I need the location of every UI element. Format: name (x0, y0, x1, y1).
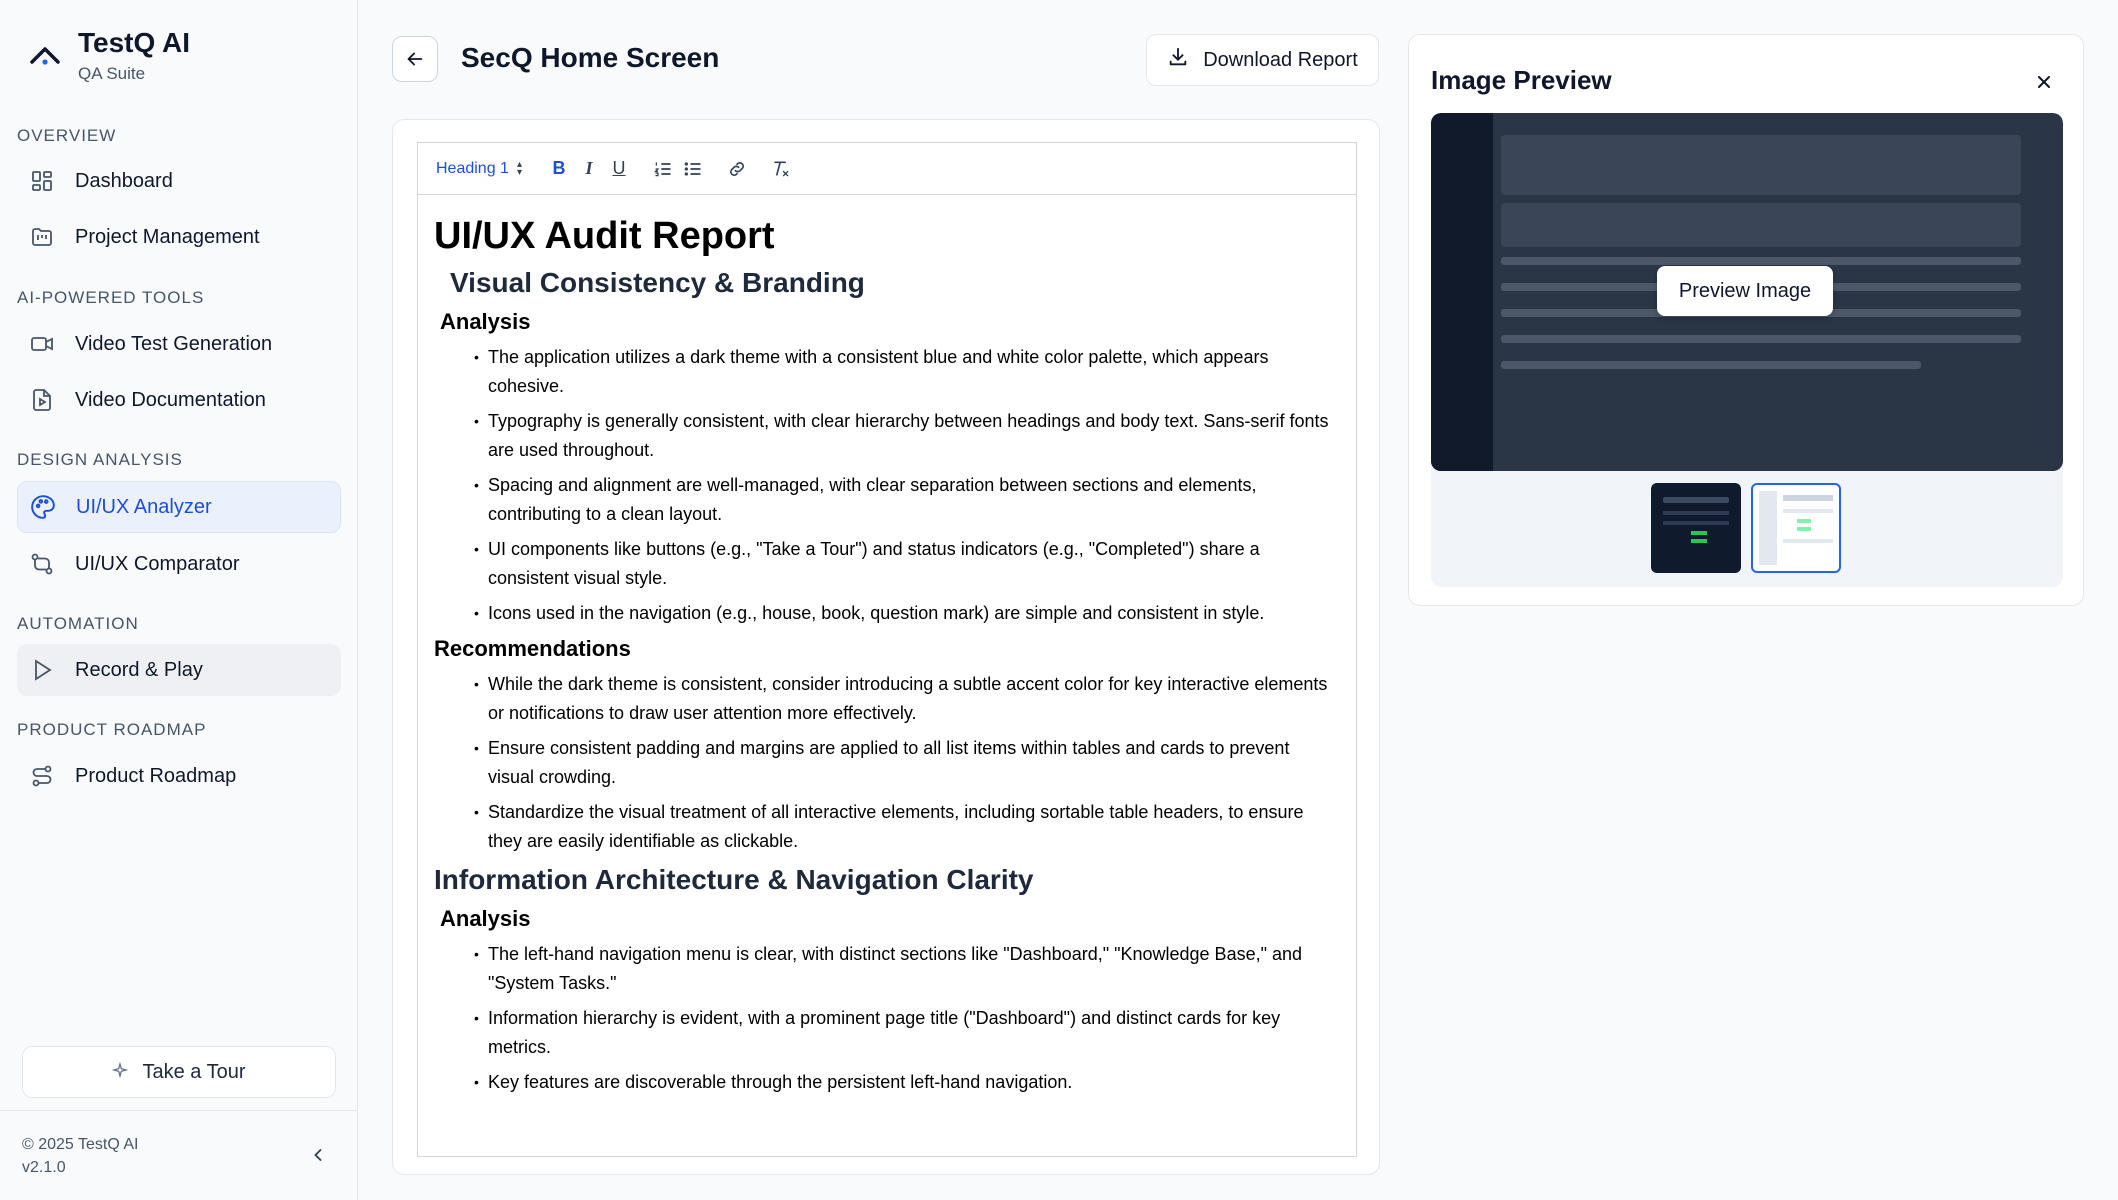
section-label-overview: OVERVIEW (17, 126, 117, 145)
sidebar (0, 0, 358, 1200)
git-compare-icon (29, 551, 55, 577)
sidebar-item-uiux-comparator[interactable] (17, 538, 341, 590)
clear-format-button[interactable] (766, 154, 796, 184)
preview-block (1501, 135, 2021, 195)
download-report-button[interactable] (1146, 34, 1379, 86)
sidebar-footer (0, 1110, 358, 1200)
arrow-left-icon (404, 48, 426, 70)
back-button[interactable] (392, 36, 438, 82)
list-item: • UI components like buttons (e.g., "Take a Tour") and status indicators (e.g., "Completed") share a consistent visual style. (474, 535, 1334, 593)
copyright-text: © 2025 TestQ AI (22, 1136, 139, 1153)
document-body[interactable] (418, 195, 1356, 1097)
sidebar-item-uiux-analyzer[interactable] (17, 481, 341, 533)
editor-card (392, 119, 1380, 1175)
section-heading: Information Architecture & Navigation Clarity (434, 864, 1034, 895)
sidebar-item-label: Dashboard (75, 169, 173, 192)
preview-block (1501, 203, 2021, 247)
list-item: • Information hierarchy is evident, with a prominent page title ("Dashboard") and distinct cards for key metrics. (474, 1004, 1334, 1062)
list-item: • Key features are discoverable through the persistent left-hand navigation. (474, 1068, 1334, 1097)
download-icon (1167, 46, 1189, 74)
brand-subtitle: QA Suite (78, 64, 146, 83)
sidebar-item-label: Video Documentation (75, 388, 266, 411)
list-item: • The left-hand navigation menu is clear, with distinct sections like "Dashboard," "Knowledge Base," and "System Tasks." (474, 940, 1334, 998)
page-title: SecQ Home Screen (461, 42, 720, 73)
subsection-heading: Analysis (440, 309, 531, 334)
preview-row (1501, 335, 2021, 343)
recommendations-list (474, 670, 1356, 856)
preview-title: Image Preview (1431, 65, 1612, 95)
sidebar-item-label: Record & Play (75, 658, 203, 681)
preview-image-button[interactable]: Preview Image (1657, 266, 1833, 316)
sidebar-item-label: Video Test Generation (75, 332, 273, 355)
preview-frame (1431, 113, 2063, 587)
clear-format-icon (771, 159, 791, 179)
bold-button[interactable] (544, 154, 574, 184)
version-text: v2.1.0 (22, 1159, 66, 1176)
sidebar-item-video-documentation[interactable] (17, 374, 341, 426)
list-item: • Spacing and alignment are well-managed, with clear separation between sections and elements, contributing to a clean layout. (474, 471, 1334, 529)
list-item: • Standardize the visual treatment of all interactive elements, including sortable table headers, to ensure they are easily identifiable as clickable. (474, 798, 1334, 856)
collapse-sidebar-button[interactable] (308, 1145, 328, 1170)
brand[interactable] (28, 28, 190, 84)
section-label-automation: AUTOMATION (17, 614, 139, 633)
italic-button[interactable] (574, 154, 604, 184)
close-icon (2034, 72, 2054, 92)
logo-icon (28, 40, 62, 74)
sidebar-item-label: Project Management (75, 225, 260, 248)
analysis-list (474, 343, 1356, 628)
take-a-tour-button[interactable] (22, 1046, 336, 1098)
take-a-tour-label: Take a Tour (142, 1060, 246, 1083)
thumbnail-2[interactable] (1751, 483, 1841, 573)
bold-icon: B (552, 158, 566, 178)
subsection-heading: Analysis (440, 906, 531, 931)
preview-row (1501, 257, 2021, 265)
route-icon (29, 763, 55, 789)
subsection-heading: Recommendations (434, 636, 631, 661)
analysis-list (474, 940, 1356, 1097)
sidebar-item-label: Product Roadmap (75, 764, 237, 787)
section-label-product-roadmap: PRODUCT ROADMAP (17, 720, 207, 739)
close-preview-button[interactable] (2029, 67, 2059, 97)
screenshot-preview-image[interactable] (1431, 113, 2063, 471)
underline-icon: U (612, 158, 626, 178)
italic-icon: I (585, 158, 593, 178)
file-video-icon (29, 387, 55, 413)
list-item: • Ensure consistent padding and margins are applied to all list items within tables and cards to prevent visual crowding. (474, 734, 1334, 792)
preview-row (1501, 361, 1921, 369)
section-heading: Visual Consistency & Branding (450, 267, 865, 298)
editor-toolbar (418, 143, 1356, 195)
copyright (22, 1133, 138, 1179)
block-format-value: Heading 1 (436, 159, 509, 177)
sidebar-item-product-roadmap[interactable] (17, 750, 341, 802)
sidebar-item-dashboard[interactable] (17, 155, 341, 207)
sidebar-item-video-test-generation[interactable] (17, 318, 341, 370)
sidebar-item-label: UI/UX Comparator (75, 552, 240, 575)
ordered-list-button[interactable] (648, 154, 678, 184)
list-item: • Icons used in the navigation (e.g., house, book, question mark) are simple and consistent in style. (474, 599, 1334, 628)
image-preview-panel (1408, 34, 2084, 606)
thumbnail-1[interactable] (1651, 483, 1741, 573)
preview-sidebar-shape (1431, 113, 1493, 471)
underline-button[interactable] (604, 154, 634, 184)
section-label-ai-tools: AI-POWERED TOOLS (17, 288, 205, 307)
brand-name: TestQ AI (78, 27, 191, 58)
sidebar-item-label: UI/UX Analyzer (76, 495, 212, 518)
sidebar-item-record-play[interactable] (17, 644, 341, 696)
play-icon (29, 657, 55, 683)
palette-icon (30, 494, 56, 520)
bullet-list-button[interactable] (678, 154, 708, 184)
link-icon (727, 159, 747, 179)
folder-kanban-icon (29, 224, 55, 250)
download-report-label: Download Report (1203, 48, 1358, 71)
dashboard-grid-icon (29, 168, 55, 194)
video-camera-icon (29, 331, 55, 357)
sidebar-item-project-management[interactable] (17, 211, 341, 263)
list-item: • The application utilizes a dark theme with a consistent blue and white color palette, which appears cohesive. (474, 343, 1334, 401)
link-button[interactable] (722, 154, 752, 184)
rich-text-editor[interactable] (417, 142, 1357, 1157)
chevron-up-down-icon: ▴ ▾ (516, 158, 522, 178)
list-item: • Typography is generally consistent, with clear hierarchy between headings and body text. Sans-serif fonts are used throughout. (474, 407, 1334, 465)
report-title: UI/UX Audit Report (434, 215, 775, 257)
ordered-list-icon (653, 159, 673, 179)
sparkle-icon (112, 1061, 128, 1084)
section-label-design-analysis: DESIGN ANALYSIS (17, 450, 183, 469)
block-format-select[interactable] (436, 160, 522, 178)
bullet-list-icon (683, 159, 703, 179)
list-item: • While the dark theme is consistent, consider introducing a subtle accent color for key interactive elements or notifications to draw user attention more effectively. (474, 670, 1334, 728)
chevron-left-icon (308, 1145, 328, 1165)
